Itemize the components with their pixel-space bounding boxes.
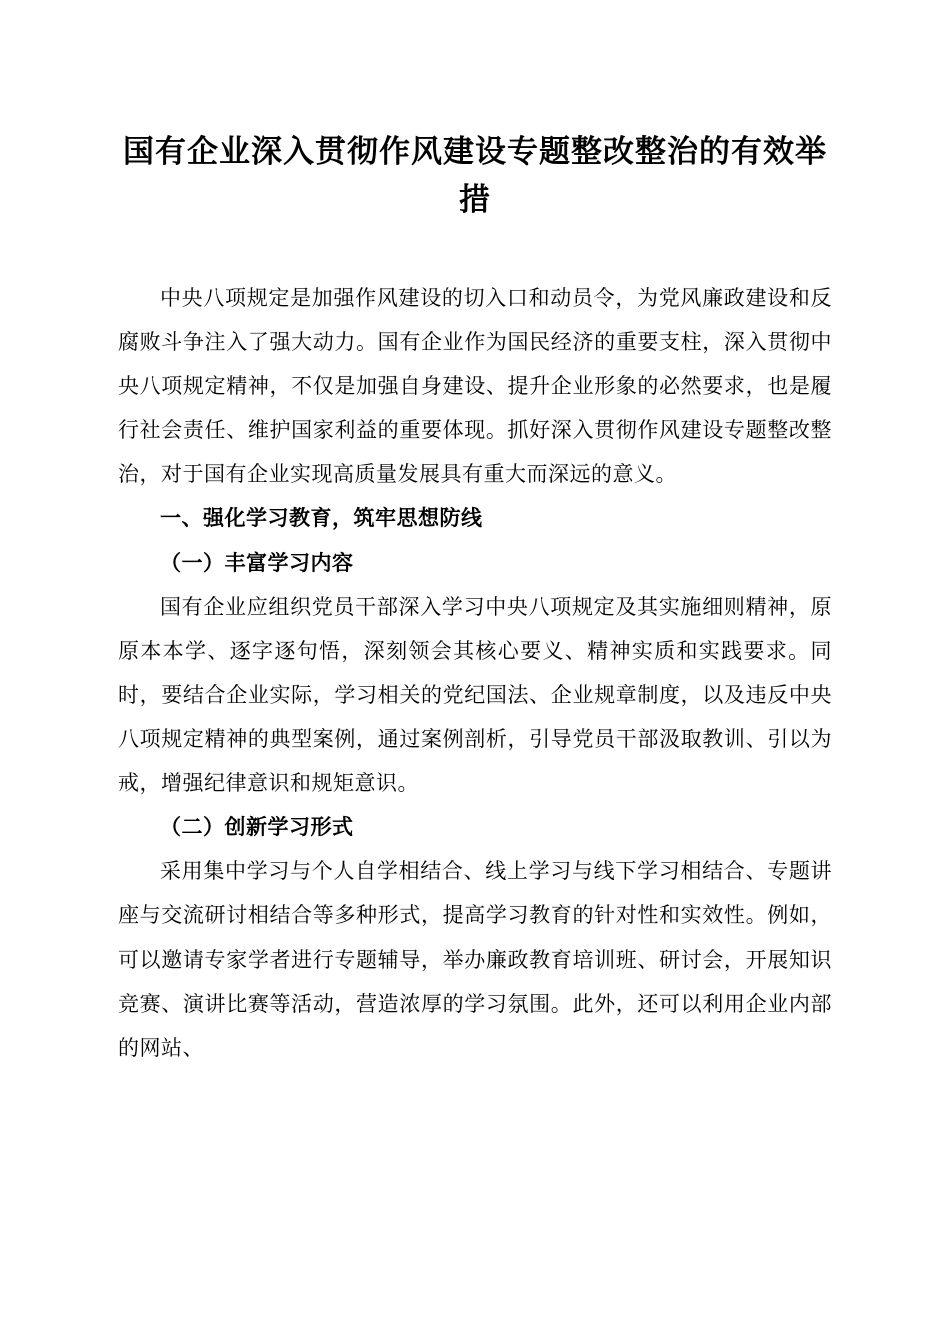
paragraph-subsection-1-1: 国有企业应组织党员干部深入学习中央八项规定及其实施细则精神，原原本本学、逐字逐句悟，深刻领会其核心要义、精神实质和实践要求。同时，要结合企业实际，学习相关的党纪国法、企业规章制度，以及违反中央八项规定精神的典型案例，通过案例剖析，引导党员干部汲取教训、引以为戒，增强纪律意识和规矩意识。 [118, 594, 832, 796]
subsection-heading-1-2: （二）创新学习形式 [160, 815, 354, 840]
document-title: 国有企业深入贯彻作风建设专题整改整治的有效举措 [123, 134, 827, 218]
subsection-heading-1-1: （一）丰富学习内容 [160, 550, 354, 575]
paragraph-subsection-1-2: 采用集中学习与个人自学相结合、线上学习与线下学习相结合、专题讲座与交流研讨相结合等多种形式，提高学习教育的针对性和实效性。例如，可以邀请专家学者进行专题辅导，举办廉政教育培训班、研讨会，开展知识竞赛、演讲比赛等活动，营造浓厚的学习氛围。此外，还可以利用企业内部的网站、 [118, 859, 832, 1060]
section-heading-1: 一、强化学习教育，筑牢思想防线 [160, 506, 483, 530]
paragraph-intro: 中央八项规定是加强作风建设的切入口和动员令，为党风廉政建设和反腐败斗争注入了强大动力。国有企业作为国民经济的重要支柱，深入贯彻中央八项规定精神，不仅是加强自身建设、提升企业形象的必然要求，也是履行社会责任、维护国家利益的重要体现。抓好深入贯彻作风建设专题整改整治，对于国有企业实现高质量发展具有重大而深远的意义。 [118, 286, 832, 487]
